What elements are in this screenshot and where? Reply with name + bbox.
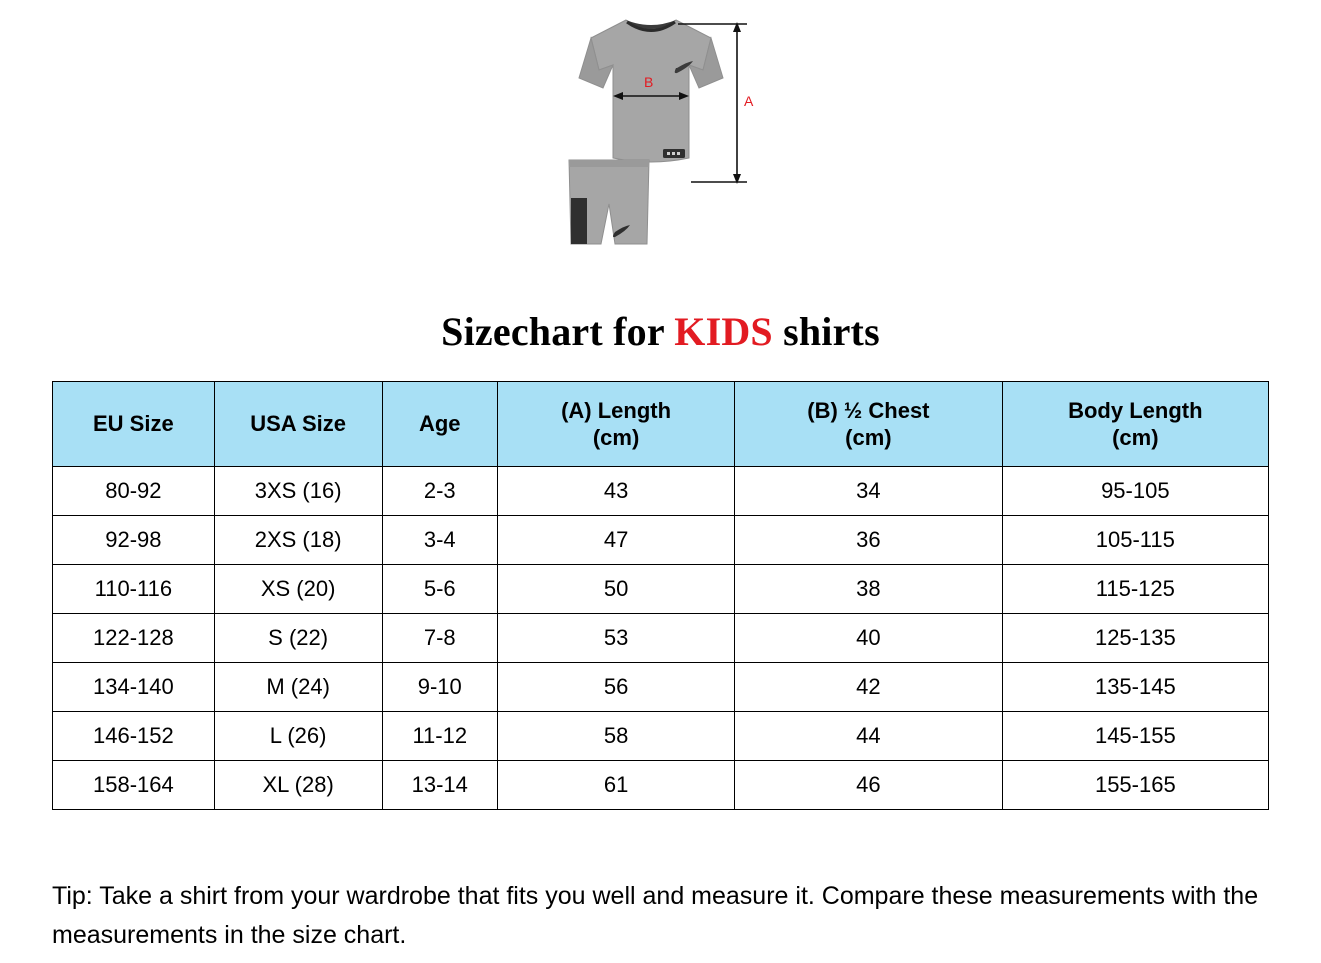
cell-eu-size: 92-98 (53, 516, 215, 565)
cell-length: 50 (498, 565, 735, 614)
cell-usa-size: L (26) (214, 712, 382, 761)
cell-eu-size: 122-128 (53, 614, 215, 663)
column-header-eu-size: EU Size (53, 382, 215, 467)
sizechart-table-wrapper (0, 381, 1321, 810)
cell-age: 2-3 (382, 467, 498, 516)
table-row (53, 712, 1269, 761)
cell-usa-size: 3XS (16) (214, 467, 382, 516)
garment-illustration (0, 0, 1321, 290)
tshirt-graphic (579, 20, 723, 162)
cell-age: 7-8 (382, 614, 498, 663)
title-after: shirts (772, 309, 880, 354)
title-highlight: KIDS (674, 309, 773, 354)
page-title (0, 308, 1321, 355)
cell-body-length: 145-155 (1002, 712, 1268, 761)
cell-length: 47 (498, 516, 735, 565)
cell-body-length: 105-115 (1002, 516, 1268, 565)
measure-a-label: A (743, 93, 753, 109)
cell-age: 5-6 (382, 565, 498, 614)
cell-eu-size: 110-116 (53, 565, 215, 614)
column-header-length: (A) Length (cm) (498, 382, 735, 467)
column-header-usa-size: USA Size (214, 382, 382, 467)
cell-usa-size: XL (28) (214, 761, 382, 810)
table-header (53, 382, 1269, 467)
cell-body-length: 135-145 (1002, 663, 1268, 712)
cell-age: 3-4 (382, 516, 498, 565)
table-row (53, 614, 1269, 663)
sizechart-table (52, 381, 1269, 810)
cell-length: 56 (498, 663, 735, 712)
table-row (53, 565, 1269, 614)
cell-age: 13-14 (382, 761, 498, 810)
table-row (53, 663, 1269, 712)
cell-eu-size: 134-140 (53, 663, 215, 712)
cell-length: 61 (498, 761, 735, 810)
cell-half-chest: 36 (735, 516, 1003, 565)
cell-half-chest: 42 (735, 663, 1003, 712)
cell-half-chest: 40 (735, 614, 1003, 663)
column-header-age: Age (382, 382, 498, 467)
table-row (53, 467, 1269, 516)
title-before: Sizechart for (441, 309, 675, 354)
cell-length: 43 (498, 467, 735, 516)
cell-length: 58 (498, 712, 735, 761)
cell-usa-size: 2XS (18) (214, 516, 382, 565)
cell-eu-size: 80-92 (53, 467, 215, 516)
cell-body-length: 115-125 (1002, 565, 1268, 614)
shorts-graphic (569, 160, 649, 244)
measure-b-label: B (643, 74, 653, 90)
cell-half-chest: 44 (735, 712, 1003, 761)
cell-eu-size: 158-164 (53, 761, 215, 810)
cell-usa-size: M (24) (214, 663, 382, 712)
cell-age: 9-10 (382, 663, 498, 712)
cell-age: 11-12 (382, 712, 498, 761)
cell-usa-size: S (22) (214, 614, 382, 663)
column-header-half-chest: (B) ½ Chest (cm) (735, 382, 1003, 467)
table-body (53, 467, 1269, 810)
column-header-body-length: Body Length (cm) (1002, 382, 1268, 467)
cell-body-length: 95-105 (1002, 467, 1268, 516)
cell-half-chest: 38 (735, 565, 1003, 614)
table-header-row (53, 382, 1269, 467)
garment-diagram-svg (531, 8, 791, 278)
cell-body-length: 125-135 (1002, 614, 1268, 663)
table-row (53, 516, 1269, 565)
cell-usa-size: XS (20) (214, 565, 382, 614)
cell-body-length: 155-165 (1002, 761, 1268, 810)
cell-eu-size: 146-152 (53, 712, 215, 761)
cell-length: 53 (498, 614, 735, 663)
tip-text: Tip: Take a shirt from your wardrobe that fits you well and measure it. Compare these measurements with the measurements in the size chart. (52, 882, 1259, 949)
cell-half-chest: 46 (735, 761, 1003, 810)
table-row (53, 761, 1269, 810)
cell-half-chest: 34 (735, 467, 1003, 516)
